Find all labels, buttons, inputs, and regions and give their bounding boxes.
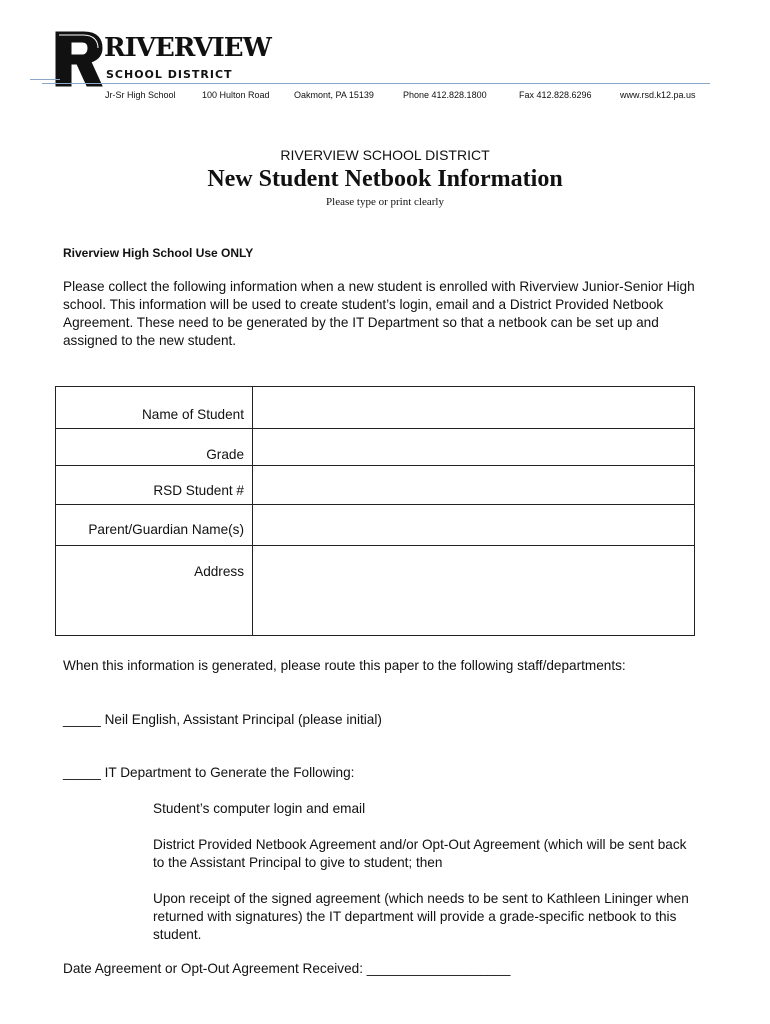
letterhead-rule [42, 83, 710, 84]
field-label-grade: Grade [206, 447, 244, 462]
task-agreement: District Provided Netbook Agreement and/or Opt-Out Agreement (which will be sent back to the Assistant Principal to give to student; then [153, 837, 687, 870]
field-label-student-number: RSD Student # [153, 483, 244, 498]
field-label-parent: Parent/Guardian Name(s) [88, 522, 244, 537]
route-step-assistant-principal: _____ Neil English, Assistant Principal (please initial) [63, 712, 382, 727]
page-title: New Student Netbook Information [207, 166, 563, 192]
district-heading: RIVERVIEW SCHOOL DISTRICT [280, 147, 490, 163]
field-label-address: Address [194, 564, 244, 579]
route-step-it-department: _____ IT Department to Generate the Following: [63, 765, 355, 780]
date-received-line: Date Agreement or Opt-Out Agreement Received: ___________________ [63, 961, 511, 976]
logo-subtitle: SCHOOL DISTRICT [106, 68, 233, 81]
contact-fax: Fax 412.828.6296 [519, 90, 592, 100]
use-only-heading: Riverview High School Use ONLY [63, 246, 254, 260]
form-row-grade[interactable] [56, 428, 694, 466]
field-label-name: Name of Student [141, 407, 244, 422]
contact-phone: Phone 412.828.1800 [403, 90, 487, 100]
task-netbook: Upon receipt of the signed agreement (which needs to be sent to Kathleen Lininger when returned with signatures) the IT department will provide a grade-specific netbook to this student. [153, 891, 689, 942]
task-login-email: Student’s computer login and email [153, 801, 366, 816]
intro-paragraph: Please collect the following information when a new student is enrolled with Riverview Junior-Senior High school. This information will be used to create student’s login, email and a District Provided Netbook Agreement. These need to be generated by the IT Department so that a netbook can be set up and assigned to the new student. [63, 279, 695, 348]
contact-address: 100 Hulton Road [202, 90, 270, 100]
letterhead-rule-left [30, 79, 60, 80]
student-info-form [55, 386, 695, 636]
logo-name: RIVERVIEW [104, 33, 271, 63]
contact-website: www.rsd.k12.pa.us [620, 90, 696, 100]
routing-instructions: When this information is generated, please route this paper to the following staff/departments: [63, 658, 626, 673]
form-row-student-number[interactable] [56, 465, 694, 505]
logo-r-icon [54, 30, 104, 88]
contact-school: Jr-Sr High School [105, 90, 176, 100]
contact-city: Oakmont, PA 15139 [294, 90, 374, 100]
page-subtitle: Please type or print clearly [326, 196, 444, 208]
district-logo [54, 30, 271, 90]
